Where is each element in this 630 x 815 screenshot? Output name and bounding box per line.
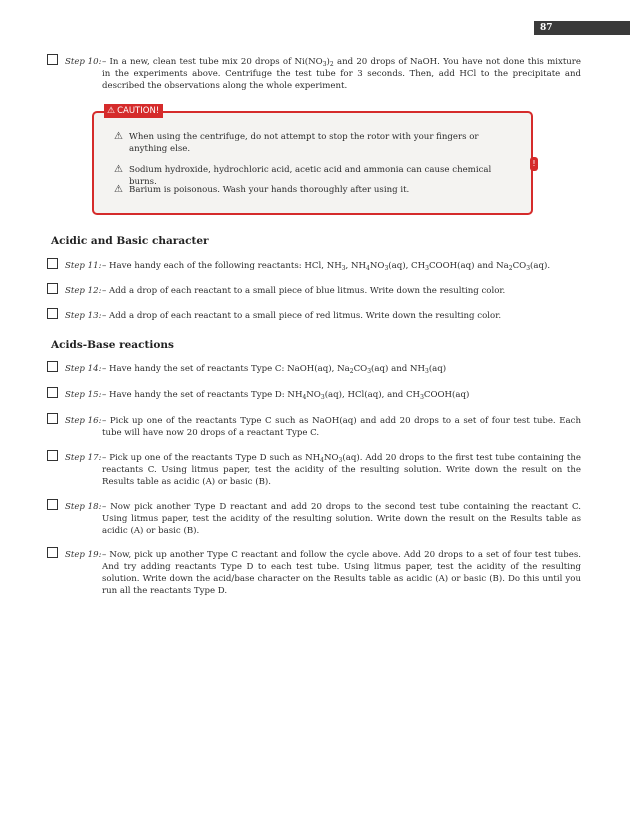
warning-icon: ⚠: [114, 131, 123, 142]
step-checkbox[interactable]: [47, 361, 58, 372]
step-checkbox[interactable]: [47, 450, 58, 461]
step-14: [47, 361, 581, 375]
step-text: – Pick up one of the reactants Type C such as NaOH(aq) and add 20 drops to a set of four test tube. Each tube will have now 20 drops of a reactant Type C.: [102, 416, 581, 438]
step-15: [47, 387, 581, 401]
caution-box: [92, 106, 536, 215]
step-checkbox[interactable]: [47, 547, 58, 558]
caution-text: Sodium hydroxide, hydrochloric acid, acetic acid and ammonia can cause chemical burns.: [129, 165, 492, 187]
step-10: [47, 54, 581, 92]
step-text: – Pick up one of the reactants Type D such as $NH_4NO_3(aq)$. Add 20 drops to the first test tube containing the reactants C. Using litmus paper, test the acidity of the resulting solution. Write down the result on the Results table as acidic (A) or basic (B).: [102, 453, 582, 487]
step-checkbox[interactable]: [47, 387, 58, 398]
step-text: – Have handy the set of reactants Type D: $NH_4NO_3(aq)$, HCl(aq), and $CH_3COOH(aq)$: [102, 390, 470, 401]
warning-icon: ⚠: [114, 164, 123, 175]
step-text: – Add a drop of each reactant to a small piece of red litmus. Write down the resulting color.: [102, 311, 502, 321]
step-text: – Have handy each of the following reactants: HCl, $NH_3$, $NH_4NO_3(aq)$, $CH_3COOH(aq)$ and $Na_2CO_3(aq)$.: [102, 261, 551, 272]
warning-icon: ⚠: [107, 106, 116, 116]
page-number: 87: [534, 21, 630, 35]
step-checkbox[interactable]: [47, 413, 58, 424]
step-text: – Have handy the set of reactants Type C: NaOH(aq), $Na_2CO_3(aq)$ and $NH_3(aq)$: [102, 364, 447, 375]
step-label: Step 17:: [65, 453, 102, 463]
step-11: [47, 258, 581, 272]
step-label: Step 14:: [65, 364, 102, 374]
section-heading: Acids-Base reactions: [51, 339, 174, 351]
caution-tag-label: CAUTION!: [117, 106, 160, 116]
step-checkbox[interactable]: [47, 499, 58, 510]
step-17: [47, 450, 581, 488]
step-label: Step 10:: [65, 57, 102, 67]
step-checkbox[interactable]: [47, 283, 58, 294]
step-label: Step 12:: [65, 286, 102, 296]
step-16: [47, 413, 581, 439]
caution-text: Barium is poisonous. Wash your hands thoroughly after using it.: [129, 185, 410, 195]
caution-item: [114, 184, 514, 196]
caution-edge-marker: !: [530, 157, 538, 171]
section-heading: Acidic and Basic character: [51, 235, 209, 247]
step-checkbox[interactable]: [47, 54, 58, 65]
step-label: Step 15:: [65, 390, 102, 400]
step-label: Step 13:: [65, 311, 102, 321]
step-label: Step 11:: [65, 261, 102, 271]
step-13: [47, 308, 581, 322]
step-checkbox[interactable]: [47, 258, 58, 269]
caution-tag: [104, 104, 163, 118]
step-label: Step 16:: [65, 416, 102, 426]
step-18: [47, 499, 581, 537]
step-checkbox[interactable]: [47, 308, 58, 319]
step-text: – In a new, clean test tube mix 20 drops of $Ni(NO_3)_2$ and 20 drops of NaOH. You have not done this mixture in the experiments above. Centrifuge the test tube for 3 seconds. Then, add HCl to the precipitate and described the observations along the whole experiment.: [102, 57, 581, 91]
step-label: Step 19:: [65, 550, 102, 560]
step-19: [47, 547, 581, 597]
caution-text: When using the centrifuge, do not attempt to stop the rotor with your fingers or anything else.: [129, 132, 479, 154]
caution-item: [114, 131, 514, 155]
step-label: Step 18:: [65, 502, 102, 512]
warning-icon: ⚠: [114, 184, 123, 195]
step-text: – Now pick another Type D reactant and add 20 drops to the second test tube containing the reactant C. Using litmus paper, test the acidity of the resulting solution. Write down the result on the Results table as acidic (A) or basic (B).: [102, 502, 581, 536]
step-text: – Add a drop of each reactant to a small piece of blue litmus. Write down the resulting color.: [102, 286, 506, 296]
step-12: [47, 283, 581, 297]
step-text: – Now, pick up another Type C reactant and follow the cycle above. Add 20 drops to a set of four test tubes. And try adding reactants Type D to each test tube. Using litmus paper, test the acidity of the resulting solution. Write down the acid/base character on the Results table as acidic (A) or basic (B). Do this until you run all the reactants Type D.: [102, 550, 581, 596]
